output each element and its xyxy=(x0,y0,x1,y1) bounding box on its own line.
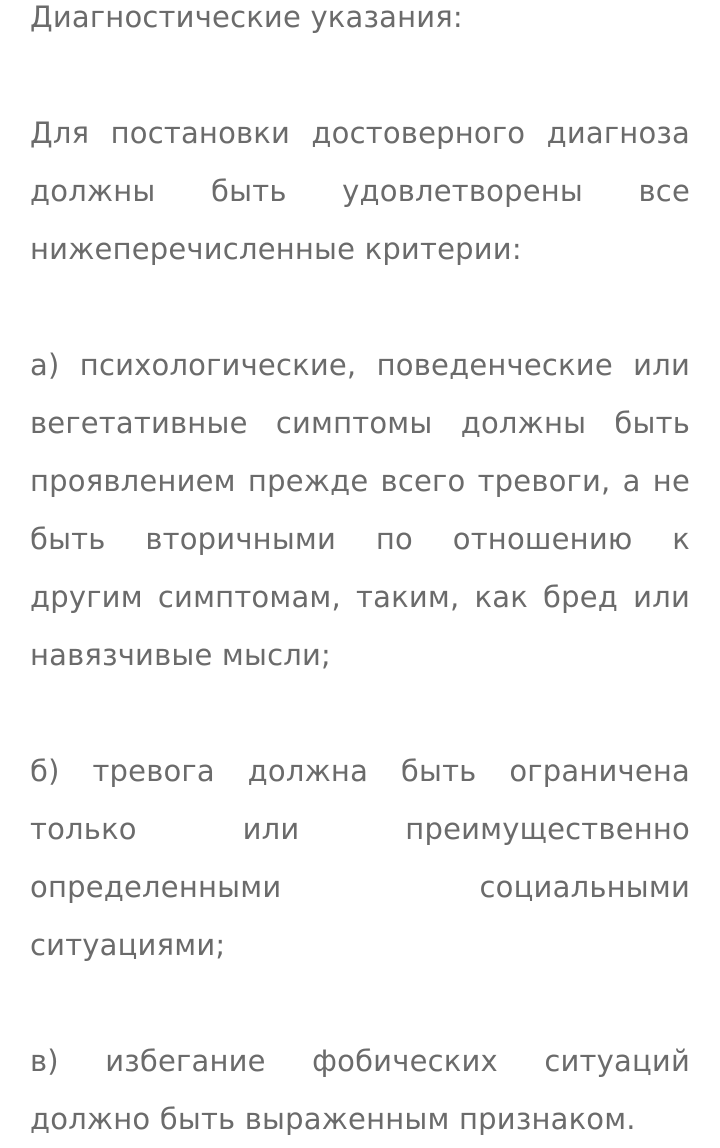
intro-paragraph: Для постановки достоверного диагноза должны быть удовлетворены все нижеперечисленные критерии: xyxy=(30,116,690,266)
document-body xyxy=(30,0,690,1148)
criterion-c: в) избегание фобических ситуаций должно быть выраженным признаком. xyxy=(30,1044,690,1136)
criterion-a: а) психологические, поведенческие или вегетативные симптомы должны быть проявлением прежде всего тревоги, а не быть вторичными по отношению к другим симптомам, таким, как бред или навязчивые мысли; xyxy=(30,348,690,672)
section-heading: Диагностические указания: xyxy=(30,0,463,34)
criterion-b: б) тревога должна быть ограничена только или преимущественно определенными социальными ситуациями; xyxy=(30,754,690,962)
